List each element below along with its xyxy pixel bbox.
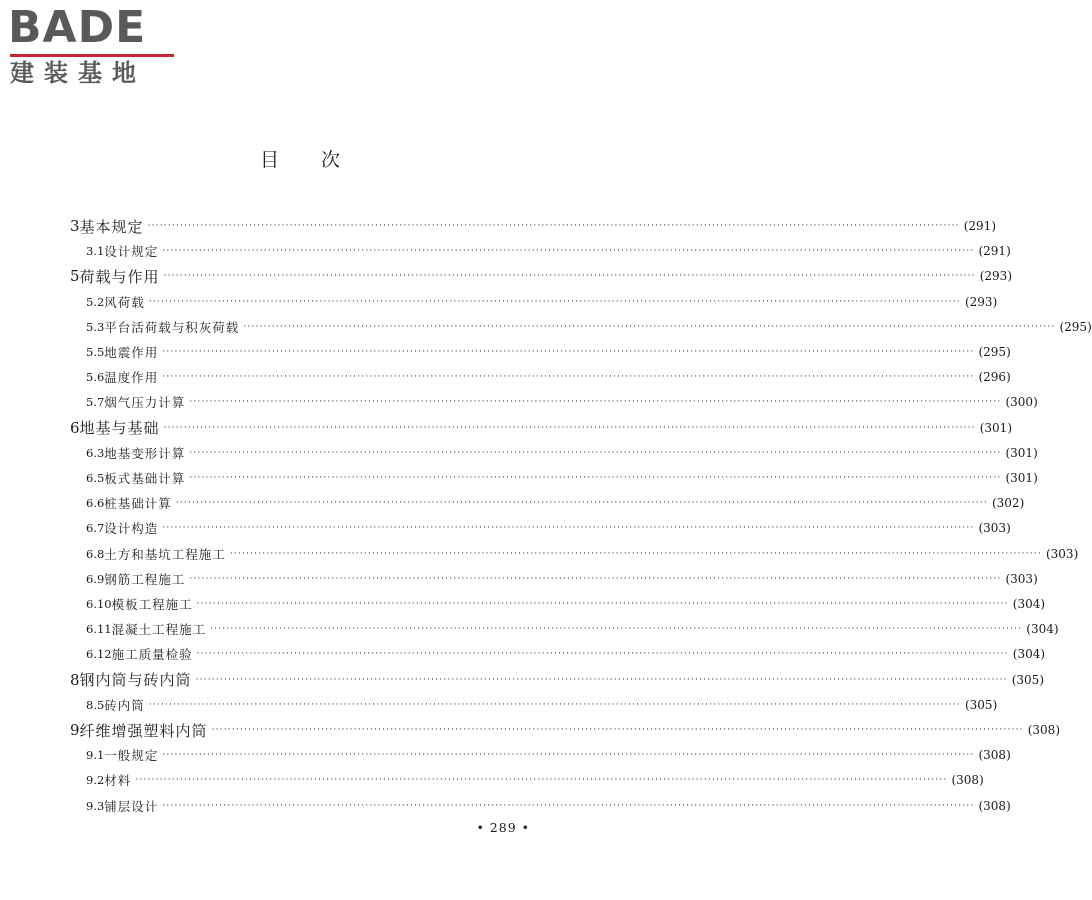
toc-entry-page: (295): [1059, 319, 1092, 334]
toc-entry-title: 模板工程施工: [111, 597, 193, 612]
toc-entry-number: 9.2: [86, 773, 105, 788]
toc-entry-page: (291): [978, 244, 1011, 259]
toc-leader-dots: ········································································································································································································: [162, 347, 975, 357]
toc-entry[interactable]: [0, 643, 1046, 665]
toc-entry-number: 6.11: [86, 622, 112, 637]
toc-entry-number: 6.12: [86, 647, 112, 662]
toc-entry[interactable]: [0, 618, 1059, 640]
toc-entry-title: 钢筋工程施工: [104, 571, 186, 587]
toc-entry-number: 6.10: [86, 597, 112, 611]
toc-entry-title: 一般规定: [104, 748, 159, 764]
toc-entry[interactable]: [0, 341, 1011, 363]
toc-entry-number: 9: [70, 721, 80, 739]
toc-entry-page: (303): [1005, 571, 1038, 586]
toc-entry[interactable]: [0, 593, 1046, 615]
toc-entry-number: 9.1: [86, 748, 105, 763]
toc-leader-dots: ········································································································································································································: [162, 523, 975, 534]
toc-entry-page: (308): [978, 748, 1011, 763]
toc-leader-dots: ········································································································································································································: [189, 447, 1002, 458]
toc-entry-number: 5.7: [86, 395, 105, 410]
toc-entry[interactable]: [0, 291, 998, 313]
toc-leader-dots: ········································································································································································································: [210, 624, 1023, 635]
toc-leader-dots: ········································································································································································································: [175, 498, 988, 509]
toc-entry-page: (305): [1011, 672, 1045, 687]
toc-entry[interactable]: [0, 694, 998, 716]
toc-entry[interactable]: [0, 215, 997, 237]
toc-entry[interactable]: [0, 240, 1011, 262]
toc-entry-number: 5: [70, 267, 80, 286]
toc-leader-dots: ········································································································································································································: [211, 725, 1024, 735]
logo-wordmark: BADE: [8, 2, 147, 53]
toc-entry-page: (308): [1027, 723, 1061, 737]
toc-leader-dots: ········································································································································································································: [189, 573, 1002, 584]
toc-entry[interactable]: [0, 366, 1011, 388]
toc-entry-page: (301): [1005, 471, 1038, 485]
toc-entry-title: 纤维增强塑料内筒: [79, 721, 208, 740]
toc-entry-number: 6.3: [86, 445, 105, 460]
toc-entry-title: 设计构造: [104, 521, 159, 537]
toc-entry-number: 3: [70, 217, 80, 235]
toc-entry-title: 温度作用: [104, 370, 159, 386]
toc-entry[interactable]: [0, 417, 1013, 439]
toc-entry-page: (304): [1012, 597, 1046, 611]
toc-leader-dots: ········································································································································································································: [163, 422, 976, 433]
toc-leader-dots: ········································································································································································································: [147, 221, 960, 231]
toc-entry-number: 6.5: [86, 471, 105, 485]
toc-leader-dots: ········································································································································································································: [229, 548, 1042, 559]
toc-entry-number: 6.8: [86, 546, 105, 561]
toc-entry-number: 5.6: [86, 370, 105, 385]
page-title: 目次: [259, 149, 382, 171]
toc-entry[interactable]: [0, 669, 1045, 691]
toc-entry-page: (293): [979, 269, 1013, 284]
toc-entry-page: (308): [951, 773, 984, 788]
toc-entry-number: 5.5: [86, 345, 105, 359]
toc-leader-dots: ········································································································································································································: [162, 800, 975, 811]
toc-entry-title: 地基变形计算: [104, 445, 186, 461]
toc-leader-dots: ········································································································································································································: [189, 397, 1002, 408]
toc-entry-page: (300): [1005, 395, 1038, 410]
toc-entry-number: 3.1: [86, 244, 105, 259]
toc-entry-page: (295): [978, 345, 1011, 359]
toc-entry-page: (304): [1012, 647, 1046, 662]
toc-entry-page: (301): [1005, 445, 1038, 460]
toc-entry[interactable]: [0, 543, 1079, 565]
bade-logo: [8, 4, 178, 86]
toc-entry-page: (305): [964, 697, 998, 712]
toc-entry-page: (303): [1045, 546, 1079, 561]
toc-leader-dots: ········································································································································································································: [189, 473, 1002, 483]
toc-entry-title: 地基与基础: [79, 419, 160, 438]
toc-leader-dots: ········································································································································································································: [162, 750, 975, 761]
logo-divider: [10, 54, 174, 57]
toc-entry-number: 5.3: [86, 319, 105, 334]
toc-entry-title: 风荷载: [104, 294, 145, 310]
page-number: • 289 •: [476, 820, 530, 835]
toc-entry-title: 平台活荷载与积灰荷载: [104, 319, 240, 335]
toc-entry-title: 材料: [104, 773, 132, 789]
toc-entry-title: 桩基础计算: [104, 496, 172, 512]
toc-entry-page: (308): [978, 798, 1011, 813]
toc-entry[interactable]: [0, 467, 1038, 489]
toc-leader-dots: ········································································································································································································: [163, 271, 976, 282]
toc-leader-dots: ········································································································································································································: [196, 649, 1009, 660]
toc-entry-title: 铺层设计: [104, 798, 159, 814]
toc-entry-title: 混凝土工程施工: [111, 622, 207, 638]
toc-entry[interactable]: [0, 719, 1061, 741]
toc-entry-number: 6.6: [86, 496, 105, 511]
toc-entry-title: 钢内筒与砖内筒: [79, 671, 192, 690]
toc-entry[interactable]: [0, 744, 1011, 766]
toc-entry-title: 地震作用: [104, 345, 159, 360]
toc-entry[interactable]: [0, 769, 984, 791]
logo-subtitle: 建装基地: [10, 59, 146, 87]
toc-leader-dots: ········································································································································································································: [195, 674, 1008, 685]
toc-entry-number: 6.7: [86, 521, 105, 536]
toc-entry[interactable]: [0, 265, 1013, 287]
toc-entry-number: 8: [70, 670, 80, 689]
toc-entry-page: (304): [1026, 622, 1059, 637]
toc-entry-number: 6: [70, 418, 80, 437]
toc-entry-number: 8.5: [86, 697, 105, 712]
toc-entry[interactable]: [0, 492, 1025, 514]
toc-entry[interactable]: [0, 391, 1038, 413]
toc-entry-page: (291): [963, 219, 997, 233]
toc-leader-dots: ········································································································································································································: [243, 321, 1056, 332]
toc-entry-page: (301): [979, 420, 1013, 435]
toc-entry-page: (303): [978, 521, 1011, 536]
toc-entry-number: 5.2: [86, 294, 105, 309]
toc-entry[interactable]: [0, 568, 1038, 590]
toc-entry-title: 烟气压力计算: [104, 395, 186, 411]
toc-entry-title: 施工质量检验: [111, 647, 193, 663]
toc-entry-title: 砖内筒: [104, 697, 145, 713]
toc-entry[interactable]: [0, 517, 1011, 539]
toc-entry[interactable]: [0, 316, 1092, 338]
toc-entry-title: 基本规定: [79, 217, 144, 236]
toc-leader-dots: ········································································································································································································: [162, 246, 975, 257]
toc-entry[interactable]: [0, 442, 1038, 464]
toc-entry[interactable]: [0, 795, 1011, 817]
toc-entry-title: 土方和基坑工程施工: [104, 546, 226, 562]
toc-entry-page: (296): [978, 370, 1011, 385]
toc-entry-title: 设计规定: [104, 244, 159, 260]
toc-leader-dots: ········································································································································································································: [135, 775, 948, 786]
toc-leader-dots: ········································································································································································································: [148, 296, 961, 307]
toc-entry-page: (302): [991, 496, 1025, 511]
toc-entry-title: 荷载与作用: [79, 267, 160, 286]
toc-entry-page: (293): [964, 294, 998, 309]
toc-leader-dots: ········································································································································································································: [148, 699, 961, 710]
toc-leader-dots: ········································································································································································································: [162, 372, 975, 383]
toc-entry-title: 板式基础计算: [104, 471, 186, 486]
toc-leader-dots: ········································································································································································································: [196, 599, 1009, 609]
toc-entry-number: 6.9: [86, 571, 105, 586]
toc-entry-number: 9.3: [86, 798, 105, 813]
